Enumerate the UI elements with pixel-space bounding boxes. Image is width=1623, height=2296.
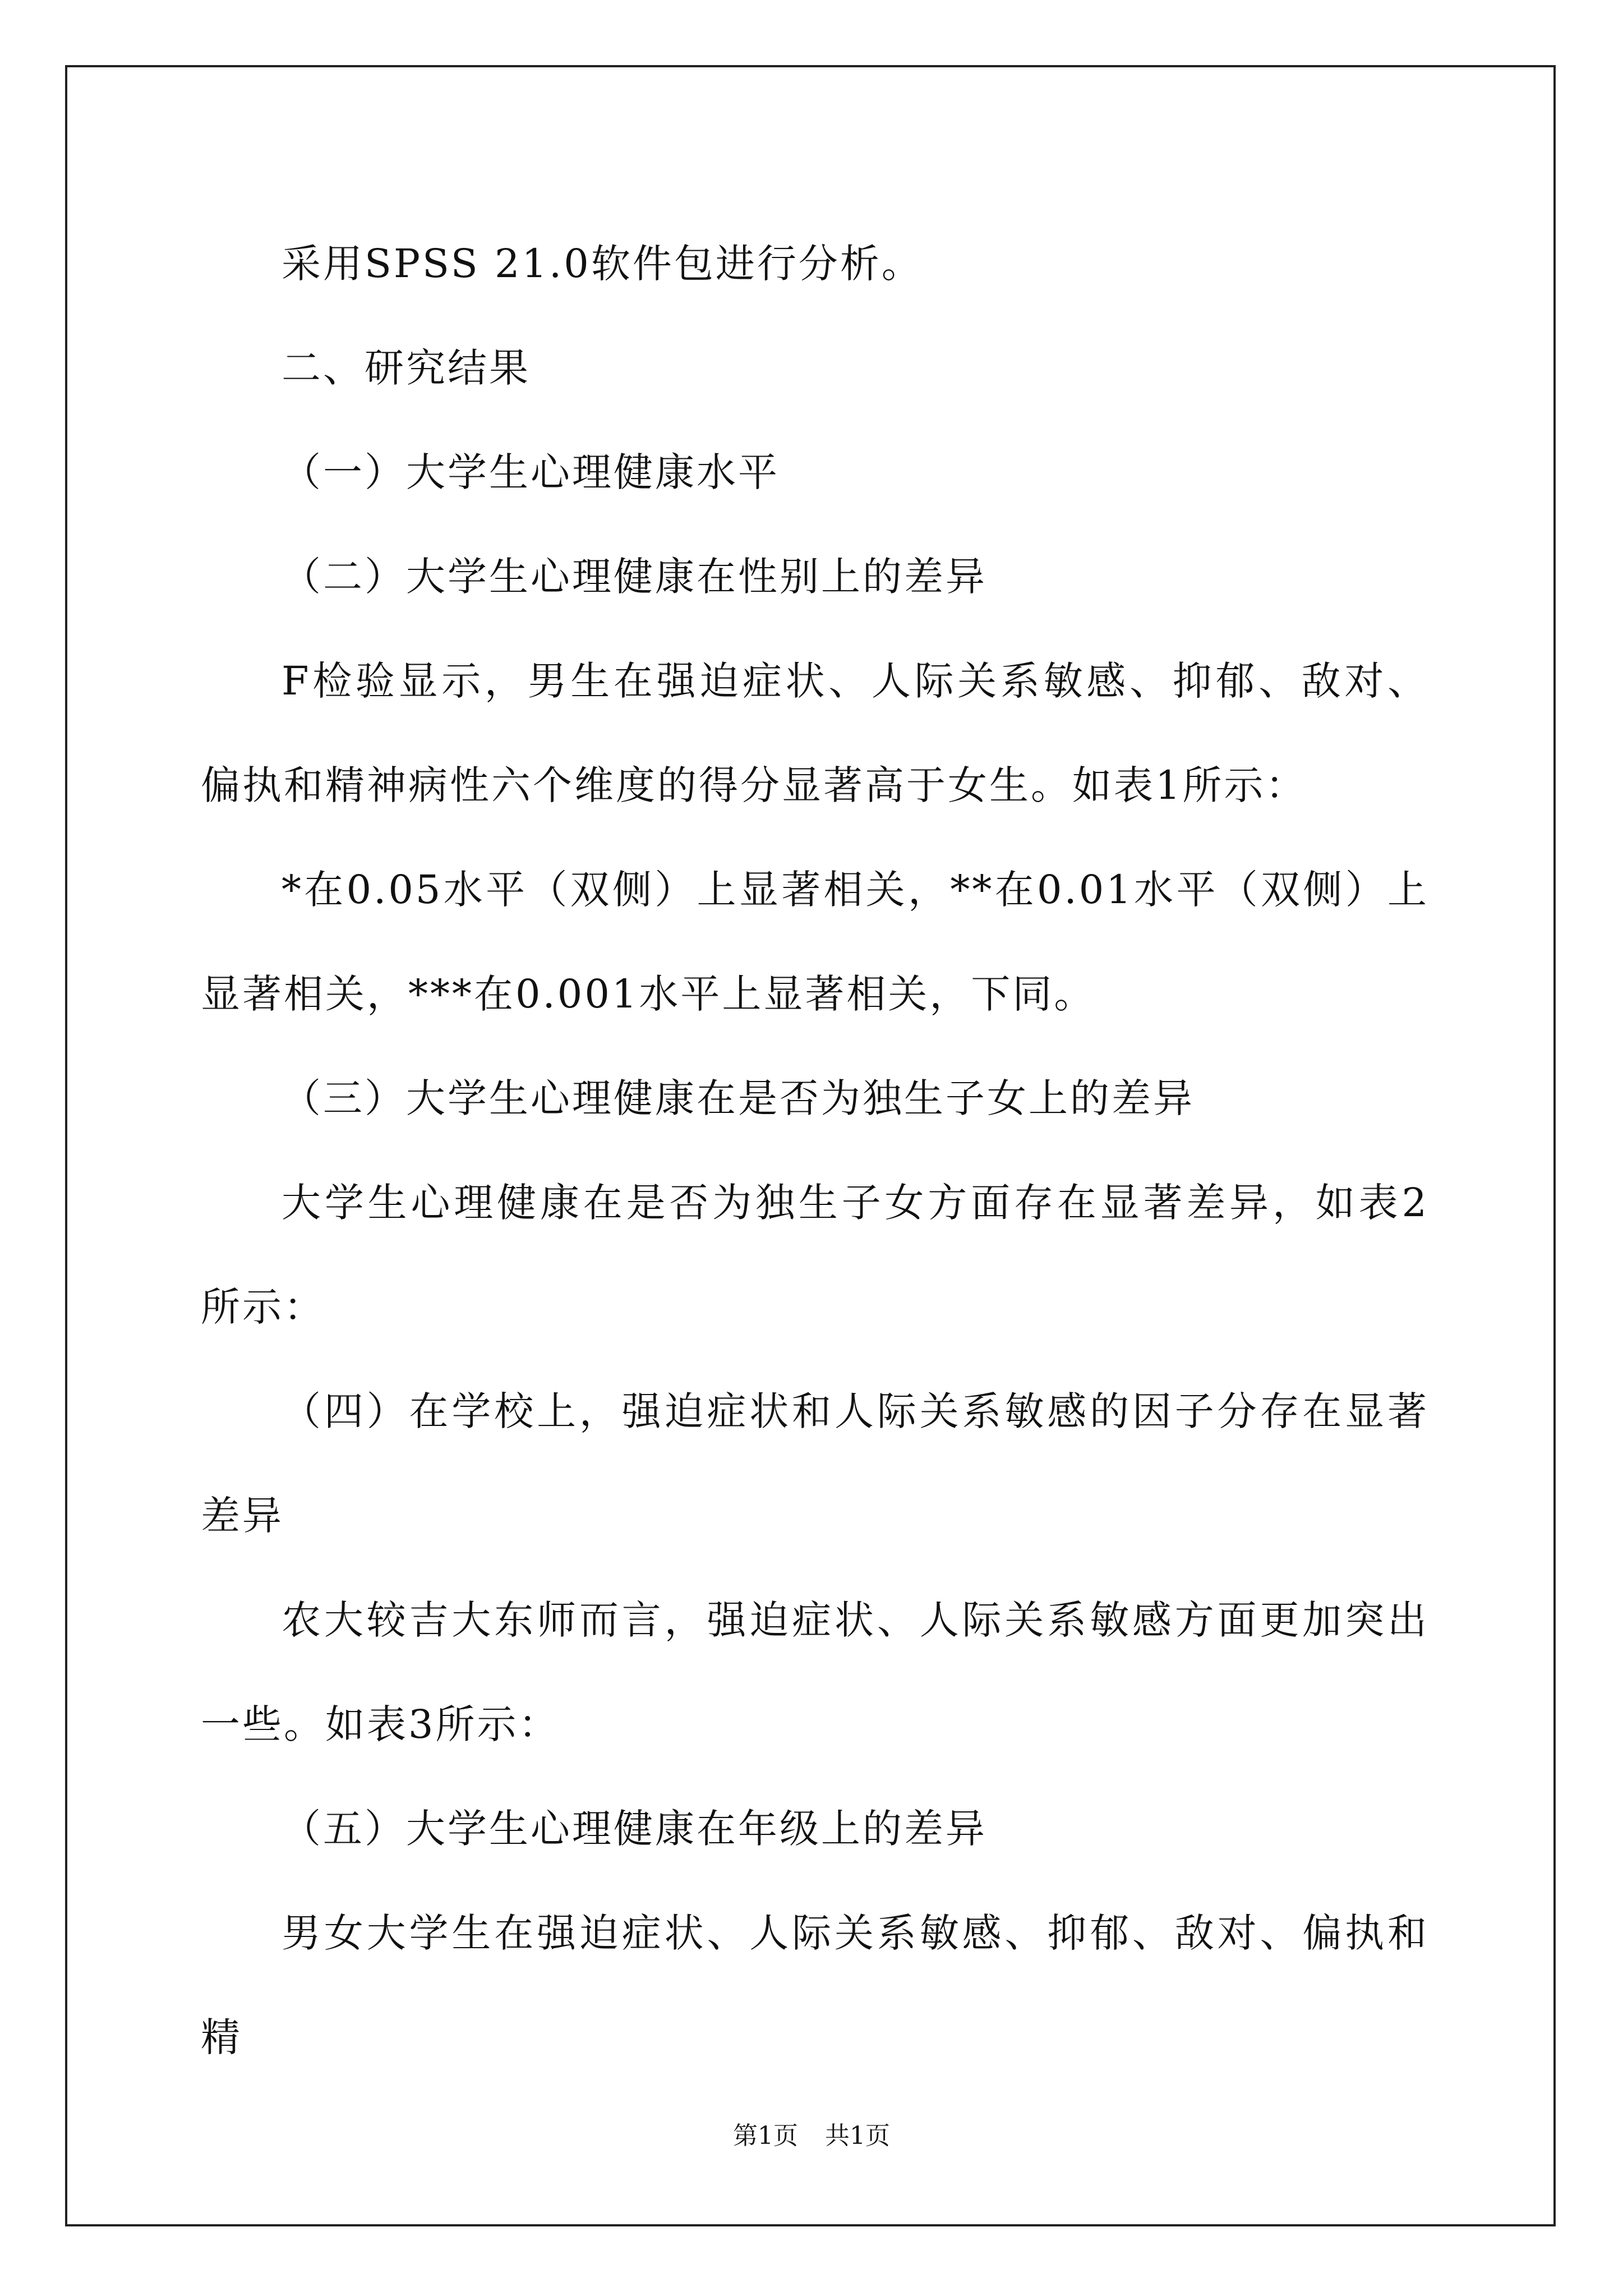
page-number-current: 第1页 xyxy=(733,2122,798,2150)
paragraph-grade: 男女大学生在强迫症状、人际关系敏感、抑郁、敌对、偏执和精 xyxy=(201,1910,1429,2060)
paragraph-only-child: 大学生心理健康在是否为独生子女方面存在显著差异，如表2所示： xyxy=(201,1180,1429,1330)
paragraph-analysis-method: 采用SPSS 21.0软件包进行分析。 xyxy=(282,241,923,287)
subheading-only-child-difference: （三）大学生心理健康在是否为独生子女上的差异 xyxy=(282,1075,1195,1121)
document-body xyxy=(201,211,1429,2090)
subheading-gender-difference: （二）大学生心理健康在性别上的差异 xyxy=(282,554,987,600)
subheading-mental-health-level: （一）大学生心理健康水平 xyxy=(282,449,780,495)
paragraph-f-test: F检验显示，男生在强迫症状、人际关系敏感、抑郁、敌对、偏执和精神病性六个维度的得分显著高于女生。如表1所示： xyxy=(201,658,1429,808)
page-footer xyxy=(0,2119,1623,2153)
section-heading-results: 二、研究结果 xyxy=(282,345,531,391)
paragraph-school-comparison: 农大较吉大东师而言，强迫症状、人际关系敏感方面更加突出一些。如表3所示： xyxy=(201,1597,1429,1747)
page-number-total: 共1页 xyxy=(825,2122,890,2150)
paragraph-significance-note: *在0.05水平（双侧）上显著相关，**在0.01水平（双侧）上显著相关，***在0.001水平上显著相关，下同。 xyxy=(201,867,1429,1017)
subheading-grade-difference: （五）大学生心理健康在年级上的差异 xyxy=(282,1806,987,1852)
subheading-school-difference: （四）在学校上，强迫症状和人际关系敏感的因子分存在显著差异 xyxy=(201,1388,1429,1539)
